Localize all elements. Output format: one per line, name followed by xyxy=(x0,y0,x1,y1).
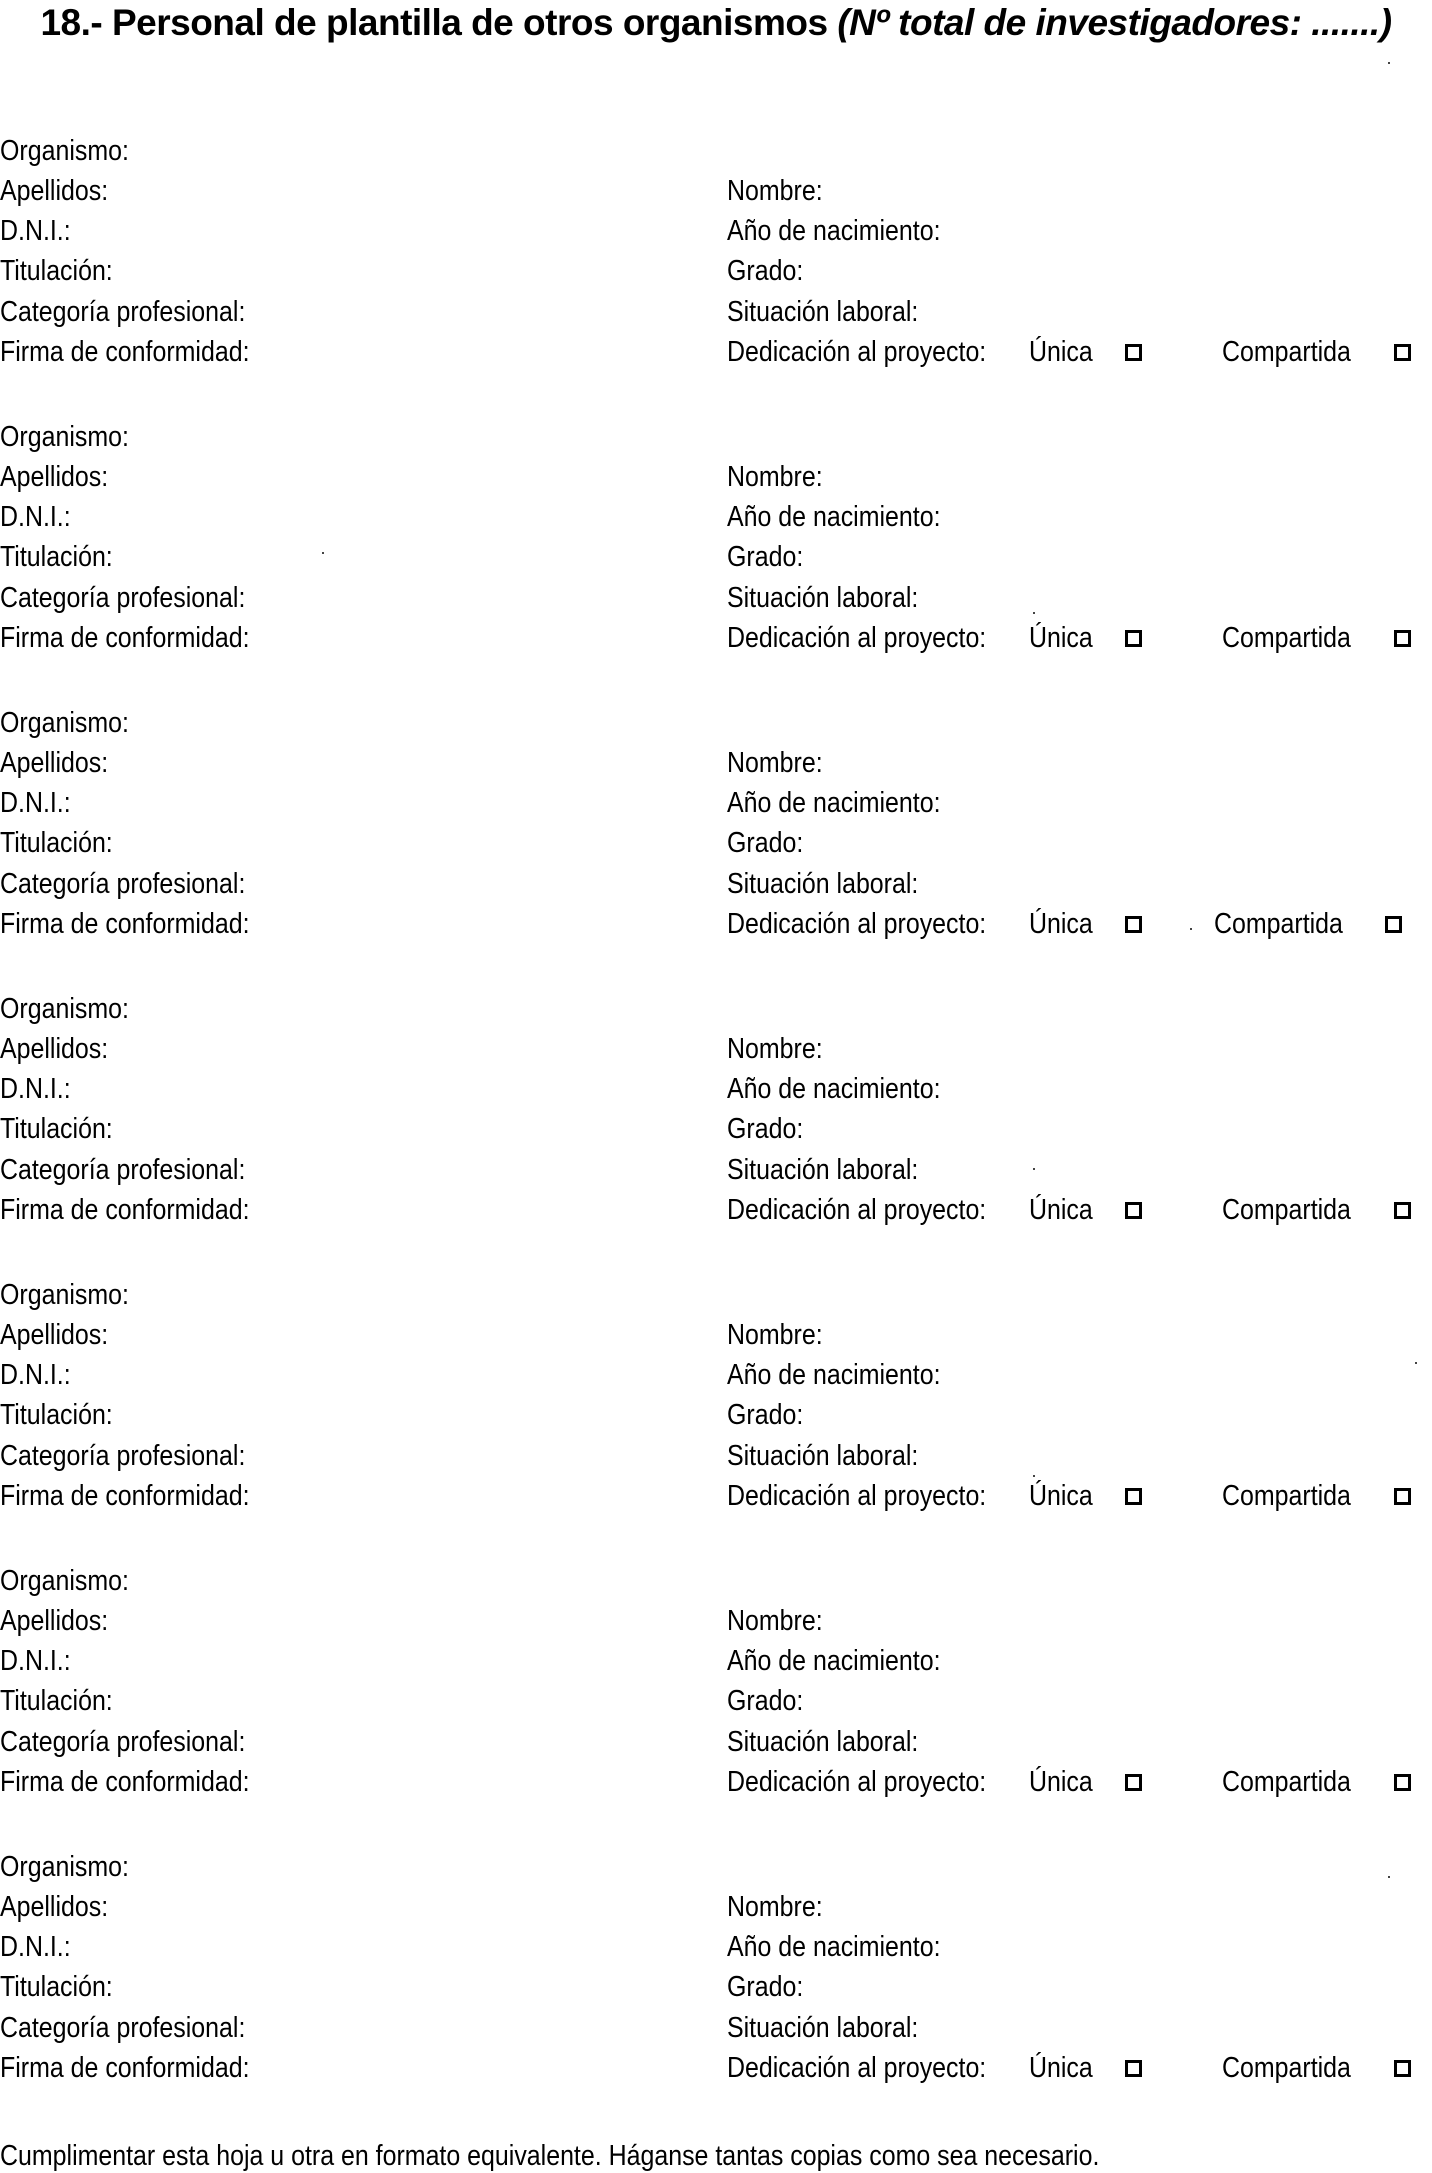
firma-label: Firma de conformidad: xyxy=(0,1194,250,1226)
unica-label: Única xyxy=(1029,1766,1093,1798)
firma-label: Firma de conformidad: xyxy=(0,622,250,654)
dni-label: D.N.I.: xyxy=(0,1073,71,1105)
scan-speck xyxy=(1190,928,1192,930)
anio-nacimiento-label: Año de nacimiento: xyxy=(727,1645,941,1677)
apellidos-label: Apellidos: xyxy=(0,747,109,779)
apellidos-label: Apellidos: xyxy=(0,175,109,207)
organismo-label: Organismo: xyxy=(0,1851,129,1883)
unica-checkbox[interactable] xyxy=(1125,1488,1142,1505)
nombre-label: Nombre: xyxy=(727,747,823,779)
situacion-laboral-label: Situación laboral: xyxy=(727,1726,919,1758)
dedicacion-label: Dedicación al proyecto: xyxy=(727,622,987,654)
unica-checkbox[interactable] xyxy=(1125,630,1142,647)
anio-nacimiento-label: Año de nacimiento: xyxy=(727,215,941,247)
dni-label: D.N.I.: xyxy=(0,1645,71,1677)
personnel-block-2 xyxy=(0,421,1432,661)
grado-label: Grado: xyxy=(727,827,804,859)
categoria-label: Categoría profesional: xyxy=(0,2012,246,2044)
unica-checkbox[interactable] xyxy=(1125,344,1142,361)
unica-checkbox[interactable] xyxy=(1125,1202,1142,1219)
unica-label: Única xyxy=(1029,2052,1093,2084)
personnel-block-5 xyxy=(0,1279,1432,1519)
categoria-label: Categoría profesional: xyxy=(0,1440,246,1472)
scan-speck xyxy=(1033,1475,1035,1477)
dedicacion-label: Dedicación al proyecto: xyxy=(727,1480,987,1512)
apellidos-label: Apellidos: xyxy=(0,461,109,493)
titulacion-label: Titulación: xyxy=(0,1399,113,1431)
apellidos-label: Apellidos: xyxy=(0,1605,109,1637)
categoria-label: Categoría profesional: xyxy=(0,1726,246,1758)
categoria-label: Categoría profesional: xyxy=(0,296,246,328)
firma-label: Firma de conformidad: xyxy=(0,1766,250,1798)
scan-speck xyxy=(1033,1168,1035,1170)
organismo-label: Organismo: xyxy=(0,993,129,1025)
nombre-label: Nombre: xyxy=(727,175,823,207)
titulacion-label: Titulación: xyxy=(0,255,113,287)
anio-nacimiento-label: Año de nacimiento: xyxy=(727,787,941,819)
page-title xyxy=(0,2,1432,44)
categoria-label: Categoría profesional: xyxy=(0,1154,246,1186)
unica-label: Única xyxy=(1029,1480,1093,1512)
compartida-checkbox[interactable] xyxy=(1394,2060,1411,2077)
grado-label: Grado: xyxy=(727,1971,804,2003)
dni-label: D.N.I.: xyxy=(0,501,71,533)
anio-nacimiento-label: Año de nacimiento: xyxy=(727,1931,941,1963)
compartida-checkbox[interactable] xyxy=(1394,630,1411,647)
situacion-laboral-label: Situación laboral: xyxy=(727,296,919,328)
dni-label: D.N.I.: xyxy=(0,1359,71,1391)
compartida-checkbox[interactable] xyxy=(1394,1774,1411,1791)
categoria-label: Categoría profesional: xyxy=(0,582,246,614)
footer-note: Cumplimentar esta hoja u otra en formato equivalente. Háganse tantas copias como sea necesario. xyxy=(0,2140,1100,2172)
nombre-label: Nombre: xyxy=(727,1033,823,1065)
apellidos-label: Apellidos: xyxy=(0,1319,109,1351)
nombre-label: Nombre: xyxy=(727,1319,823,1351)
compartida-label: Compartida xyxy=(1214,908,1343,940)
unica-checkbox[interactable] xyxy=(1125,916,1142,933)
grado-label: Grado: xyxy=(727,255,804,287)
unica-label: Única xyxy=(1029,908,1093,940)
firma-label: Firma de conformidad: xyxy=(0,336,250,368)
anio-nacimiento-label: Año de nacimiento: xyxy=(727,1073,941,1105)
scan-speck xyxy=(1415,1362,1417,1364)
compartida-checkbox[interactable] xyxy=(1385,916,1402,933)
titulacion-label: Titulación: xyxy=(0,1685,113,1717)
unica-label: Única xyxy=(1029,1194,1093,1226)
scan-speck xyxy=(1033,612,1035,614)
dedicacion-label: Dedicación al proyecto: xyxy=(727,908,987,940)
compartida-label: Compartida xyxy=(1222,2052,1351,2084)
categoria-label: Categoría profesional: xyxy=(0,868,246,900)
situacion-laboral-label: Situación laboral: xyxy=(727,2012,919,2044)
scan-speck xyxy=(1388,1876,1390,1878)
anio-nacimiento-label: Año de nacimiento: xyxy=(727,501,941,533)
unica-label: Única xyxy=(1029,622,1093,654)
compartida-checkbox[interactable] xyxy=(1394,1202,1411,1219)
personnel-block-7 xyxy=(0,1851,1432,2091)
titulacion-label: Titulación: xyxy=(0,541,113,573)
unica-checkbox[interactable] xyxy=(1125,2060,1142,2077)
nombre-label: Nombre: xyxy=(727,1891,823,1923)
dni-label: D.N.I.: xyxy=(0,215,71,247)
situacion-laboral-label: Situación laboral: xyxy=(727,1440,919,1472)
firma-label: Firma de conformidad: xyxy=(0,1480,250,1512)
dedicacion-label: Dedicación al proyecto: xyxy=(727,336,987,368)
scan-speck xyxy=(1388,62,1390,64)
dni-label: D.N.I.: xyxy=(0,1931,71,1963)
compartida-label: Compartida xyxy=(1222,1766,1351,1798)
situacion-laboral-label: Situación laboral: xyxy=(727,582,919,614)
compartida-label: Compartida xyxy=(1222,622,1351,654)
title-main: 18.- Personal de plantilla de otros organismos xyxy=(40,2,828,43)
compartida-checkbox[interactable] xyxy=(1394,344,1411,361)
organismo-label: Organismo: xyxy=(0,1565,129,1597)
title-total-researchers: (Nº total de investigadores: .......) xyxy=(837,2,1392,43)
firma-label: Firma de conformidad: xyxy=(0,908,250,940)
nombre-label: Nombre: xyxy=(727,461,823,493)
dedicacion-label: Dedicación al proyecto: xyxy=(727,1194,987,1226)
organismo-label: Organismo: xyxy=(0,421,129,453)
personnel-block-6 xyxy=(0,1565,1432,1805)
organismo-label: Organismo: xyxy=(0,707,129,739)
firma-label: Firma de conformidad: xyxy=(0,2052,250,2084)
dni-label: D.N.I.: xyxy=(0,787,71,819)
situacion-laboral-label: Situación laboral: xyxy=(727,868,919,900)
unica-checkbox[interactable] xyxy=(1125,1774,1142,1791)
titulacion-label: Titulación: xyxy=(0,827,113,859)
titulacion-label: Titulación: xyxy=(0,1113,113,1145)
titulacion-label: Titulación: xyxy=(0,1971,113,2003)
anio-nacimiento-label: Año de nacimiento: xyxy=(727,1359,941,1391)
grado-label: Grado: xyxy=(727,1113,804,1145)
organismo-label: Organismo: xyxy=(0,1279,129,1311)
situacion-laboral-label: Situación laboral: xyxy=(727,1154,919,1186)
personnel-block-4 xyxy=(0,993,1432,1233)
compartida-label: Compartida xyxy=(1222,1480,1351,1512)
compartida-label: Compartida xyxy=(1222,336,1351,368)
grado-label: Grado: xyxy=(727,1399,804,1431)
grado-label: Grado: xyxy=(727,1685,804,1717)
nombre-label: Nombre: xyxy=(727,1605,823,1637)
dedicacion-label: Dedicación al proyecto: xyxy=(727,2052,987,2084)
scan-speck xyxy=(322,552,324,554)
grado-label: Grado: xyxy=(727,541,804,573)
apellidos-label: Apellidos: xyxy=(0,1891,109,1923)
compartida-checkbox[interactable] xyxy=(1394,1488,1411,1505)
unica-label: Única xyxy=(1029,336,1093,368)
compartida-label: Compartida xyxy=(1222,1194,1351,1226)
personnel-block-3 xyxy=(0,707,1432,947)
apellidos-label: Apellidos: xyxy=(0,1033,109,1065)
personnel-block-1 xyxy=(0,135,1432,375)
dedicacion-label: Dedicación al proyecto: xyxy=(727,1766,987,1798)
organismo-label: Organismo: xyxy=(0,135,129,167)
